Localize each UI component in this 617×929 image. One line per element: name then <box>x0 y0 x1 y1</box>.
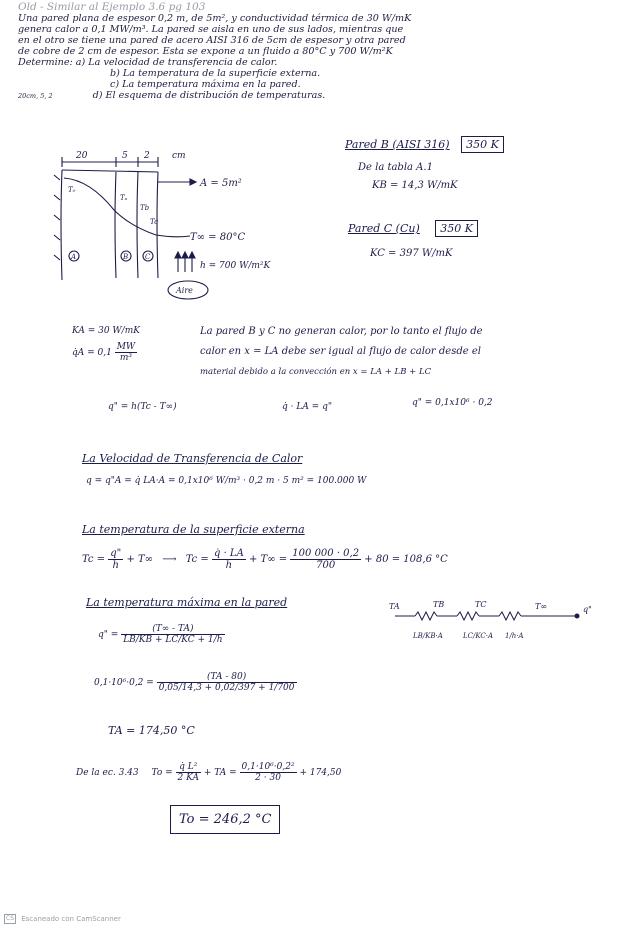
frac-den: LB/KB + LC/KC + 1/h <box>123 635 223 645</box>
aire-label: Aire <box>176 286 193 295</box>
frac-den: 2 KA <box>177 773 199 783</box>
circuit-r2: LC/KC·A <box>463 632 494 640</box>
section-b-equation <box>82 548 448 571</box>
zone-c: C <box>145 253 151 261</box>
q-resistance-frac <box>121 624 224 645</box>
sub-lhs: 0,1·10⁶·0,2 = <box>94 678 154 688</box>
h-label: h = 700 W/m²K <box>200 261 271 271</box>
pared-b-temp: 350 K <box>461 136 504 153</box>
pared-b-block <box>345 138 504 151</box>
pared-b-source: De la tabla A.1 <box>358 162 433 173</box>
problem-note: 20cm, 5, 2 <box>18 92 53 100</box>
circuit-r1: LB/KB·A <box>413 632 443 640</box>
section-c-title: La temperatura máxima en la pared <box>86 596 288 609</box>
qa-prefix: q̇A = 0,1 <box>72 348 112 358</box>
problem-line: de cobre de 2 cm de espesor. Esta se expone a un fluido a 80°C y 700 W/m²K <box>18 46 393 57</box>
circuit-tinf: T∞ <box>535 602 547 611</box>
problem-line: Una pared plana de espesor 0,2 m, de 5m², y conductividad térmica de 30 W/mK <box>18 13 412 24</box>
qa-value <box>72 342 137 363</box>
circuit-ta: TA <box>389 602 400 611</box>
to-val-plus: + 174,50 <box>299 768 342 778</box>
section-a-equation: q = q"A = q̇ LA·A = 0,1x10⁶ W/m³ · 0,2 m · 5 m² = 100.000 W <box>86 476 367 486</box>
frac-num: q" <box>110 548 122 559</box>
tc-lhs-2: Tc = <box>185 554 209 565</box>
zone-a: A <box>71 253 77 261</box>
pared-c-k: KC = 397 W/mK <box>370 248 453 259</box>
wall-diagram <box>40 140 300 305</box>
scanner-watermark <box>4 914 121 924</box>
implies-arrow: ⟶ <box>162 554 177 565</box>
eq-q-conv: q" = h(Tc - T∞) <box>108 402 177 412</box>
substitution-eq <box>94 672 297 693</box>
frac-den: h <box>225 560 233 571</box>
q-lhs: q" = <box>98 630 119 640</box>
pared-b-k: KB = 14,3 W/mK <box>372 180 458 191</box>
explanation-line: material debido a la convección en x = LA + LB + LC <box>200 367 432 377</box>
problem-line: d) El esquema de distribución de temperaturas. <box>92 90 326 101</box>
pared-c-title: Pared C (Cu) <box>348 222 420 235</box>
eq-q-val: q" = 0,1x10⁶ · 0,2 <box>412 398 493 408</box>
explanation-line: La pared B y C no generan calor, por lo tanto el flujo de <box>200 326 483 337</box>
dim-unit: cm <box>172 151 186 161</box>
to-lhs: To = <box>151 768 173 778</box>
section-a-title: La Velocidad de Transferencia de Calor <box>82 452 303 465</box>
problem-line: en el otro se tiene una pared de acero AISI 316 de 5cm de espesor y otra pared <box>18 35 406 46</box>
to-plus: + TA = <box>203 768 237 778</box>
frac-num: 100 000 · 0,2 <box>292 548 360 559</box>
problem-reference: Old - Similar al Ejemplo 3.6 pg 103 <box>18 1 206 13</box>
dim-5: 5 <box>122 151 128 161</box>
frac-den: 2 · 30 <box>255 773 281 783</box>
problem-line: genera calor a 0,1 MW/m³. La pared se aisla en uno de sus lados, mientras que <box>18 24 404 35</box>
q-over-h <box>108 548 123 571</box>
thermal-circuit <box>385 598 615 648</box>
to-label: T₀ <box>68 186 76 194</box>
circuit-q: q" <box>583 605 592 614</box>
pared-c-block <box>348 222 478 235</box>
circuit-r3: 1/h·A <box>505 632 524 640</box>
frac-num: (T∞ - TA) <box>121 624 224 635</box>
tb-label: Tb <box>140 204 150 212</box>
ka-value: KA = 30 W/mK <box>72 326 140 336</box>
problem-line: c) La temperatura máxima en la pared. <box>110 79 301 90</box>
circuit-tc: TC <box>475 600 487 609</box>
frac-num: q̇ · LA <box>213 548 244 559</box>
frac-num: q̇ L² <box>176 762 201 773</box>
tc-result: + 80 = 108,6 °C <box>364 554 448 565</box>
sub-frac <box>157 672 297 693</box>
frac-num: (TA - 80) <box>157 672 297 683</box>
q-resistance-eq <box>98 624 225 645</box>
frac-num: 0,1·10⁶·0,2² <box>241 762 295 772</box>
to-frac <box>176 762 201 783</box>
plus-tinf: + T∞ <box>126 554 154 565</box>
qa-units <box>115 342 137 363</box>
section-b-title: La temperatura de la superficie externa <box>82 523 305 536</box>
frac-den: 0,05/14,3 + 0,02/397 + 1/700 <box>158 683 295 693</box>
camscanner-logo: CS <box>6 915 14 922</box>
t-inf-label: T∞ = 80°C <box>190 232 246 243</box>
qa-unit-den: m³ <box>119 353 133 363</box>
tc-label: Tc <box>150 218 159 226</box>
pared-c-temp: 350 K <box>435 220 478 237</box>
frac-den: 700 <box>316 560 336 571</box>
tc-lhs: Tc = <box>82 554 106 565</box>
explanation <box>200 322 483 382</box>
to-val-frac <box>240 762 297 783</box>
qla-over-h <box>212 548 246 571</box>
explanation-line: calor en x = LA debe ser igual al flujo de calor desde el <box>200 346 481 357</box>
zone-b: B <box>123 253 129 261</box>
eq-reference: De la ec. 3.43 <box>76 768 139 778</box>
eq-q-la: q̇ · LA = q" <box>282 402 332 412</box>
ta-result: TA = 174,50 °C <box>108 724 195 737</box>
frac-den: h <box>112 560 119 571</box>
final-answer-box: To = 246,2 °C <box>170 805 280 834</box>
problem-line: Determine: a) La velocidad de transferencia de calor. <box>18 57 278 68</box>
dim-20: 20 <box>76 151 88 161</box>
circuit-tb: TB <box>433 600 445 609</box>
problem-statement <box>18 2 608 102</box>
dim-2: 2 <box>144 151 150 161</box>
max-temp-eq <box>76 762 341 783</box>
watermark-text: Escaneado con CamScanner <box>21 915 121 923</box>
ta-label: Tₐ <box>120 194 128 202</box>
plus-tinf-2: + T∞ = <box>248 554 288 565</box>
area-label: A = 5m² <box>200 178 242 189</box>
qa-unit-num: MW <box>116 342 136 352</box>
problem-line: b) La temperatura de la superficie externa. <box>110 68 321 79</box>
numeric-frac <box>290 548 361 571</box>
pared-b-title: Pared B (AISI 316) <box>345 138 450 151</box>
